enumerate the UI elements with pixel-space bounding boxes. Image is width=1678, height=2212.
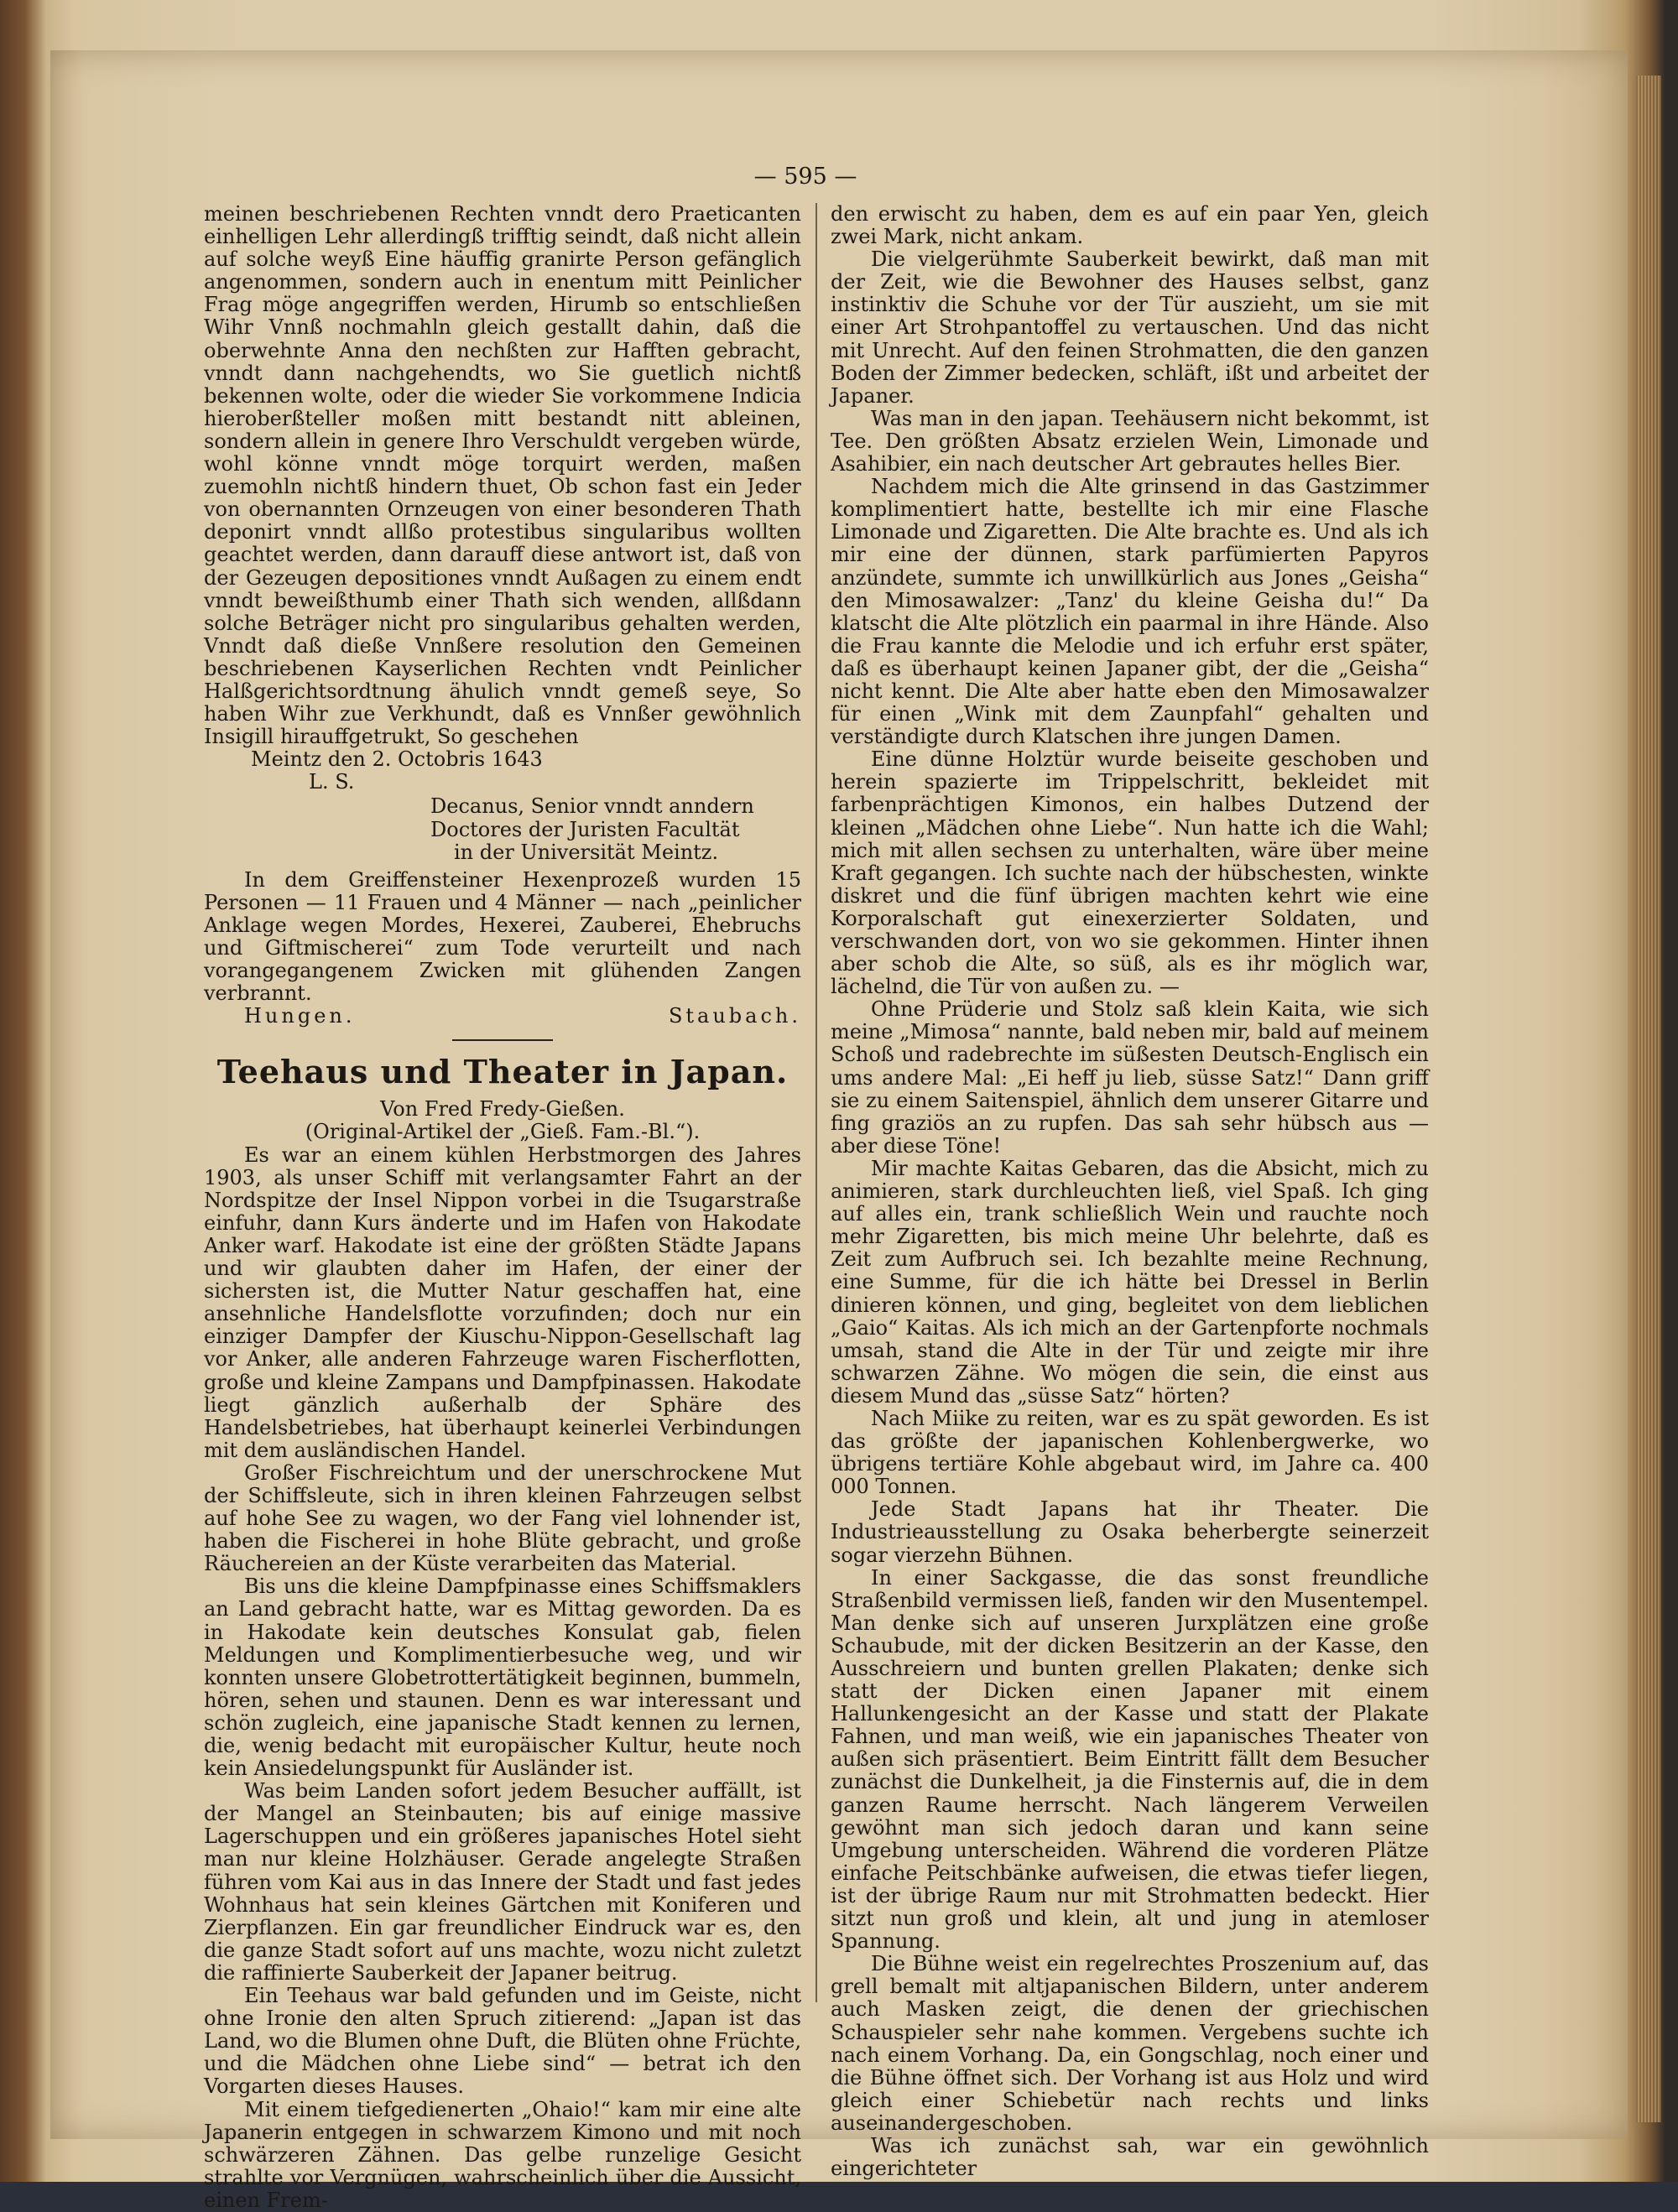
- article-paragraph: Was man in den japan. Teehäusern nicht bekommt, ist Tee. Den größten Absatz erzielen Wein, Limonade und Asahibier, ein nach deutscher Art gebrautes helles Bier.: [831, 406, 1429, 476]
- article-paragraph: Bis uns die kleine Dampfpinasse eines Schiffsmaklers an Land gebracht hatte, war es Mittag geworden. Da es in Hakodate kein deutsches Konsulat gab, fielen Meldungen und Komplimentierbesuche weg, und wir konnten unsere Globetrottertätigkeit beginnen, bummeln, hören, sehen und staunen. Denn es war interessant und schön zugleich, eine japanische Stadt kennen zu lernen, die, wenig bedacht mit europäischer Kultur, heute noch kein Ansiedelungspunkt für Ausländer ist.: [204, 1574, 801, 1781]
- article-paragraph: Eine dünne Holztür wurde beiseite geschoben und herein spazierte im Trippelschritt, bekleidet mit farbenprächtigen Kimonos, ein halbes Dutzend der kleinen „Mädchen ohne Liebe“. Nun hatte ich die Wahl; mich mit allen sechsen zu unterhalten, wäre über meine Kraft gegangen. Ich suchte nach der hübschesten, winkte diskret und die fünf übrigen machten kehrt wie eine Korporalschaft gut einexerzierter Soldaten, und verschwanden dort, von wo sie gekommen. Hinter ihnen aber schob die Alte, so süß, als es ihr möglich war, lächelnd, die Tür von außen zu. —: [831, 747, 1429, 999]
- decree-text: meinen beschriebenen Rechten vnndt dero Praeticanten einhelligen Lehr allerdingß trifftig seindt, daß nicht allein auf solche weyß Eine häuffig granirte Person gefänglich angenommen, sondern auch in enentum mitt Peinlicher Frag möge angegriffen werden, Hirumb so entschließen Wihr Vnnß nochmahln gleich gestallt dahin, daß die oberwehnte Anna den nechßten zur Hafften gebracht, vnndt dann nachgehendts, wo Sie guetlich nichtß bekennen wolte, oder die wieder Sie vorkommene Indicia hieroberßteller moßen mitt bestandt nitt ableinen, sondern allein in genere Ihro Verschuldt vergeben würde, wohl könne vnndt möge torquirt werden, maßen zuemohln nichtß hindern thuet, Ob schon fast ein Jeder von obernannten Ornzeugen von einer besonderen Thath deponirt vnndt allßo protestibus singularibus wollten geachtet werden, dann darauff diese antwort ist, daß von der Gezeugen depositiones vnndt Außagen zu einem endt vnndt beweißthumb einer Thath sich wenden, allßdann solche Beträger nicht pro singularibus gehalten werden, Vnndt daß dieße Vnnßere resolution den Gemeinen beschriebenen Kayserlichen Rechten vndt Peinlicher Halßgerichtsordtnung ähulich vnndt gemeß seye, So haben Wihr zue Verkhundt, daß es Vnnßer gewöhnlich Insigill hirauffgetrukt, So geschehen: [204, 202, 801, 749]
- right-column: [831, 203, 1429, 2180]
- decree-date: Meintz den 2. Octobris 1643: [251, 747, 543, 772]
- faculty-line: Decanus, Senior vnndt anndern: [430, 794, 754, 819]
- faculty-line: in der Universität Meintz.: [454, 840, 719, 864]
- article-paragraph: Es war an einem kühlen Herbstmorgen des Jahres 1903, als unser Schiff mit verlangsamter Fahrt an der Nordspitze der Insel Nippon vorbei in die Tsugarstraße einfuhr, dann Kurs änderte und im Hafen von Hakodate Anker warf. Hakodate ist eine der größten Städte Japans und wir glaubten daher im Hafen, der einer der sichersten ist, die Mutter Natur geschaffen hat, eine ansehnliche Handelsflotte vorzufinden; doch nur ein einziger Dampfer der Kiuschu-Nippon-Gesellschaft lag vor Anker, alle anderen Fahrzeuge waren Fischerflotten, große und kleine Zampans und Dampfpinassen. Hakodate liegt gänzlich außerhalb der Sphäre des Handelsbetriebes, hat überhaupt keinerlei Verbindungen mit dem ausländischen Handel.: [204, 1142, 801, 1462]
- article-paragraph: Ein Teehaus war bald gefunden und im Geiste, nicht ohne Ironie den alten Spruch zitierend: „Japan ist das Land, wo die Blumen ohne Duft, die Blüten ohne Früchte, und die Mädchen ohne Liebe sind“ — betrat ich den Vorgarten dieses Hauses.: [204, 1984, 801, 2099]
- article-paragraph: Nach Miike zu reiten, war es zu spät geworden. Es ist das größte der japanischen Kohlenbergwerke, wo übrigens tertiäre Kohle abgebaut wird, im Jahre ca. 400 000 Tonnen.: [831, 1406, 1429, 1499]
- left-column: [204, 203, 801, 2212]
- article-paragraph: In einer Sackgasse, die das sonst freundliche Straßenbild vermissen ließ, fanden wir den Musentempel. Man denke sich auf unseren Jurxplätzen eine große Schaubude, mit der dicken Besitzerin an der Kasse, den Ausschreiern und bunten grellen Plakaten; denke sich statt der Dicken einen Japaner mit einem Hallunkengesicht an der Kasse und statt der Plakate Fahnen, und man weiß, wie ein japanisches Theater von außen sich präsentiert. Beim Eintritt fällt dem Besucher zunächst die Dunkelheit, ja die Finsternis auf, die in dem ganzen Raume herrscht. Nach längerem Verweilen gewöhnt man sich jedoch daran und kann seine Umgebung unterscheiden. Während die vorderen Plätze einfache Peitschbänke aufweisen, die etwas tiefer liegen, ist der übrige Raum nur mit Strohmatten bedeckt. Hier sitzt nun groß und klein, alt und jung in atemloser Spannung.: [831, 1565, 1429, 1954]
- article-paragraph: Jede Stadt Japans hat ihr Theater. Die Industrieausstellung zu Osaka beherbergte seinerzeit sogar vierzehn Bühnen.: [831, 1497, 1429, 1567]
- article-paragraph: Die vielgerühmte Sauberkeit bewirkt, daß man mit der Zeit, wie die Bewohner des Hauses selbst, ganz instinktiv die Schuhe vor der Tür auszieht, um sie mit einer Art Strohpantoffel zu vertauschen. Und das nicht mit Unrecht. Auf den feinen Strohmatten, die den ganzen Boden der Zimmer bedecken, schläft, ißt und arbeitet der Japaner.: [831, 247, 1429, 408]
- place-name: Hungen.: [244, 1004, 356, 1028]
- article-paragraph: Mit einem tiefgedienerten „Ohaio!“ kam mir eine alte Japanerin entgegen in schwarzem Kimono und mit noch schwärzeren Zähnen. Das gelbe runzelige Gesicht strahlte vor Vergnügen, wahrscheinlich über die Aussicht, einen Frem-: [204, 2097, 801, 2212]
- page-edges: [1636, 75, 1661, 2122]
- article-paragraph: Nachdem mich die Alte grinsend in das Gastzimmer komplimentiert hatte, bestellte ich mir eine Flasche Limonade und Zigaretten. Die Alte brachte es. Und als ich mir eine der dünnen, stark parfümierten Papyros anzündete, summte ich unwillkürlich aus Jones „Geisha“ den Mimosawalzer: „Tanz' du kleine Geisha du!“ Da klatscht die Alte plötzlich ein paarmal in ihre Hände. Also die Frau kannte die Melodie und ich erfuhr erst später, daß es überhaupt keinen Japaner gibt, der die „Geisha“ nicht kennt. Die Alte aber hatte eben den Mimosawalzer für einen „Wink mit dem Zaunpfahl“ gehalten und verständigte durch Klatschen ihre jungen Damen.: [831, 475, 1429, 749]
- author-signature: Staubach.: [668, 1004, 801, 1028]
- faculty-line: Doctores der Juristen Facultät: [430, 817, 740, 841]
- trial-paragraph: In dem Greiffensteiner Hexenprozeß wurden 15 Personen — 11 Frauen und 4 Männer — nach „peinlicher Anklage wegen Mordes, Hexerei, Zauberei, Ehebruchs und Giftmischerei“ zum Tode verurteilt und nach vorangegangenem Zwicken mit glühenden Zangen verbrannt.: [204, 867, 801, 1006]
- article-paragraph: Was ich zunächst sah, war ein gewöhnlich eingerichteter: [831, 2133, 1429, 2181]
- article-source-note: (Original-Artikel der „Gieß. Fam.-Bl.“).: [305, 1120, 701, 1144]
- article-paragraph: den erwischt zu haben, dem es auf ein paar Yen, gleich zwei Mark, nicht ankam.: [831, 202, 1429, 249]
- article-paragraph: Mir machte Kaitas Gebaren, das die Absicht, mich zu animieren, stark durchleuchten ließ, viel Spaß. Ich ging auf alles ein, trank schließlich Wein und rauchte noch mehr Zigaretten, bis mich meine Uhr belehrte, daß es Zeit zum Aufbruch sei. Ich bezahlte meine Rechnung, eine Summe, für die ich hätte bei Dressel in Berlin dinieren können, und ging, begleitet von dem lieblichen „Gaio“ Kaitas. Als ich mich an der Gartenpforte nochmals umsah, stand die Alte in der Tür und zeigte mir ihre schwarzen Zähne. Wo mögen die sein, die einst aus diesem Mund das „süsse Satz“ hörten?: [831, 1156, 1429, 1408]
- article-byline: Von Fred Fredy-Gießen.: [380, 1097, 625, 1122]
- article-paragraph: Ohne Prüderie und Stolz saß klein Kaita, wie sich meine „Mimosa“ nannte, bald neben mir, bald auf meinem Schoß und radebrechte im süßesten Deutsch-Englisch ein ums andere Mal: „Ei heff ju lieb, süsse Satz!“ Dann griff sie zu einem Saitenspiel, ähnlich dem unserer Gitarre und fing graziös an zu rupfen. Das sah sehr hübsch aus — aber diese Töne!: [831, 997, 1429, 1158]
- article-paragraph: Was beim Landen sofort jedem Besucher auffällt, ist der Mangel an Steinbauten; bis auf einige massive Lagerschuppen und ein größeres japanisches Hotel sieht man nur kleine Holzhäuser. Gerade angelegte Straßen führen vom Kai aus in das Innere der Stadt und fast jedes Wohnhaus hat sein kleines Gärtchen mit Koniferen und Zierpflanzen. Ein gar freundlicher Eindruck war es, den die ganze Stadt sofort auf uns machte, wozu nicht zuletzt die raffinierte Sauberkeit der Japaner beitrug.: [204, 1779, 801, 1985]
- page-number: — 595 —: [753, 164, 857, 190]
- seal-mark: L. S.: [309, 770, 355, 794]
- signature-row: [204, 1005, 801, 1028]
- faculty-signature: [430, 795, 801, 863]
- article-paragraph: Die Bühne weist ein regelrechtes Proszenium auf, das grell bemalt mit altjapanischen Bildern, unter anderem auch Masken zeigt, die denen der griechischen Schauspieler sehr nahe kommen. Vergebens suchte ich nach einem Vorhang. Da, ein Gongschlag, noch einer und die Bühne öffnet sich. Der Vorhang ist aus Holz und wird gleich einer Schiebetür nach rechts und links auseinandergeschoben.: [831, 1952, 1429, 2135]
- article-paragraph: Großer Fischreichtum und der unerschrockene Mut der Schiffsleute, sich in ihren kleinen Fahrzeugen selbst auf hohe See zu wagen, wo der Fang viel lohnender ist, haben die Fischerei in hohe Blüte gebracht, und große Räuchereien an der Küste verarbeiten das Material.: [204, 1460, 801, 1576]
- section-rule: [452, 1039, 553, 1041]
- article-title: Teehaus und Theater in Japan.: [216, 1053, 789, 1091]
- column-divider: [816, 203, 817, 2002]
